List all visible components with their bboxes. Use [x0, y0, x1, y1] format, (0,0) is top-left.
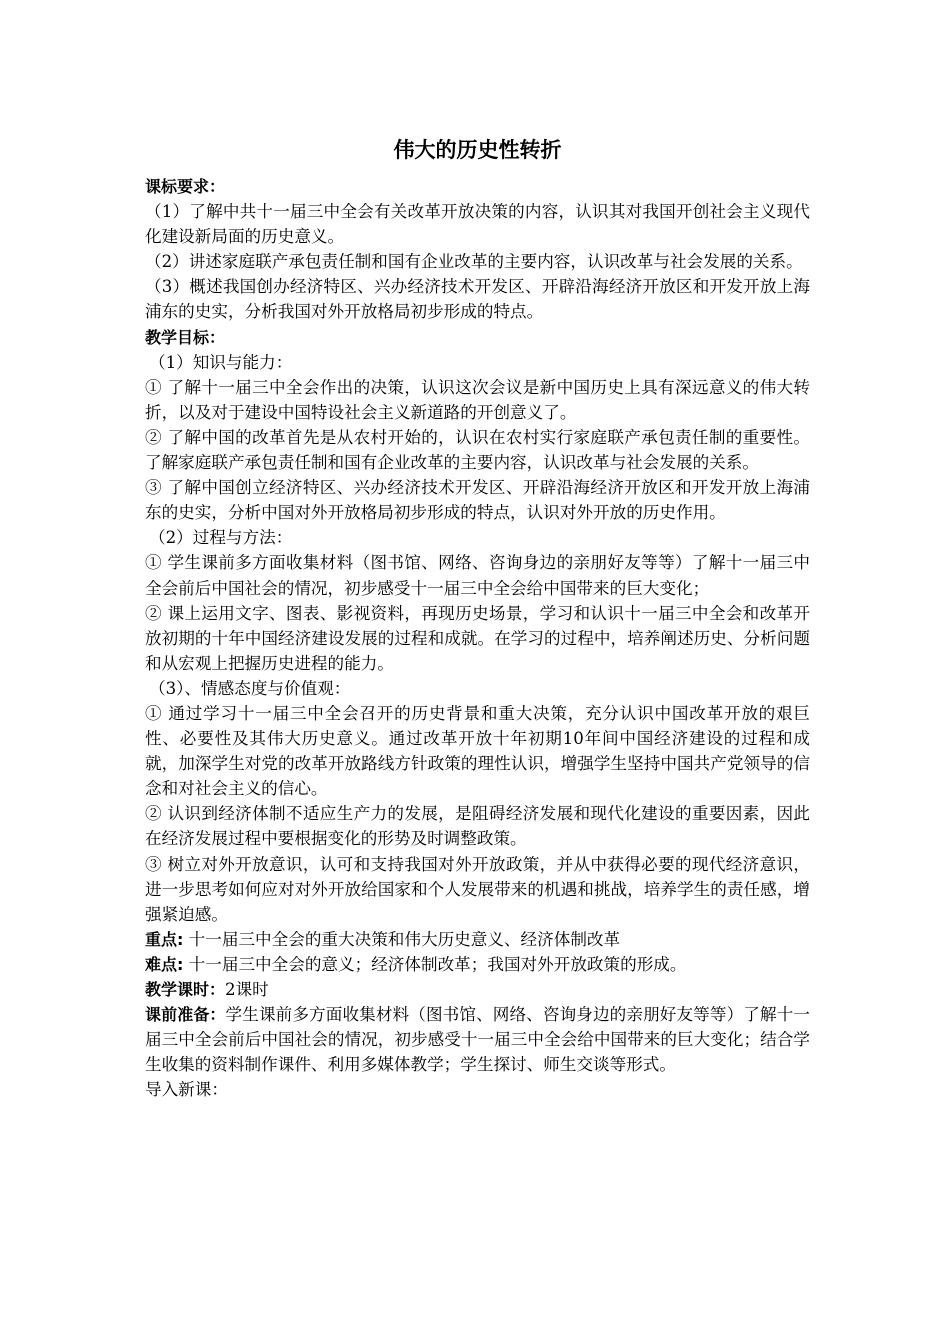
preparation-label: 课前准备：: [145, 1005, 226, 1025]
objective-item: ① 了解十一届三中全会作出的决策，认识这次会议是新中国历史上具有深远意义的伟大转折，以及对于建设中国特设社会主义新道路的开创意义了。: [145, 377, 810, 422]
objective-label-values: （3）、情感态度与价值观：: [149, 678, 351, 698]
key-points-label: 重点:: [145, 929, 184, 949]
objective-label-knowledge: （1）知识与能力：: [149, 352, 293, 372]
preparation-text: 学生课前多方面收集材料（图书馆、网络、咨询身边的亲朋好友等等）了解十一届三中全会前后中国社会的情况，初步感受十一届三中全会给中国带来的巨大变化；结合学生收集的资料制作课件、利用多媒体教学；学生探讨、师生交谈等形式。: [145, 1005, 810, 1075]
objective-item: ③ 树立对外开放意识，认可和支持我国对外开放政策，并从中获得必要的现代经济意识，进一步思考如何应对对外开放给国家和个人发展带来的机遇和挑战，培养学生的责任感，增强紧迫感。: [145, 854, 810, 924]
objective-item: ① 通过学习十一届三中全会召开的历史背景和重大决策，充分认识中国改革开放的艰巨性、必要性及其伟大历史意义。通过改革开放十年初期10年间中国经济建设的过程和成就，加深学生对党的改革开放路线方针政策的理性认识，增强学生坚持中国共产党领导的信念和对社会主义的信心。: [145, 703, 810, 799]
document-page: [145, 134, 810, 1102]
curriculum-item-3: （3）概述我国创办经济特区、兴办经济技术开发区、开辟沿海经济开放区和开发开放上海浦东的史实，分析我国对外开放格局初步形成的特点。: [145, 277, 810, 322]
difficult-points-text: 十一届三中全会的意义；经济体制改革；我国对外开放政策的形成。: [183, 954, 687, 974]
lesson-intro: 导入新课：: [145, 1080, 228, 1100]
objective-item: ② 课上运用文字、图表、影视资料，再现历史场景，学习和认识十一届三中全会和改革开放初期的十年中国经济建设发展的过程和成就。在学习的过程中，培养阐述历史、分析问题和从宏观上把握历史进程的能力。: [145, 603, 810, 673]
key-points: [145, 927, 810, 952]
class-hours-text: 2课时: [225, 980, 269, 999]
document-title: 伟大的历史性转折: [393, 138, 562, 162]
class-hours-label: 教学课时：: [145, 980, 226, 999]
key-points-text: 十一届三中全会的重大决策和伟大历史意义、经济体制改革: [183, 929, 621, 949]
section-heading-objectives: 教学目标：: [145, 327, 226, 347]
objective-item: ③ 了解中国创立经济特区、兴办经济技术开发区、开辟沿海经济开放区和开发开放上海浦东的史实，分析中国对外开放格局初步形成的特点，认识对外开放的历史作用。: [145, 478, 810, 523]
section-heading-curriculum: 课标要求：: [145, 177, 226, 196]
objective-item: ① 学生课前多方面收集材料（图书馆、网络、咨询身边的亲朋好友等等）了解十一届三中全会前后中国社会的情况，初步感受十一届三中全会给中国带来的巨大变化；: [145, 553, 810, 598]
objective-label-process: （2）过程与方法：: [149, 528, 293, 548]
objective-item: ② 认识到经济体制不适应生产力的发展，是阻碍经济发展和现代化建设的重要因素，因此在经济发展过程中要根据变化的形势及时调整政策。: [145, 804, 810, 849]
class-hours: [145, 977, 810, 1002]
difficult-points-label: 难点:: [145, 954, 184, 974]
objective-item: ② 了解中国的改革首先是从农村开始的，认识在农村实行家庭联产承包责任制的重要性。了解家庭联产承包责任制和国有企业改革的主要内容，认识改革与社会发展的关系。: [145, 427, 810, 473]
curriculum-item-1: （1）了解中共十一届三中全会有关改革开放决策的内容，认识其对我国开创社会主义现代化建设新局面的历史意义。: [145, 202, 810, 247]
preparation: [145, 1002, 810, 1077]
curriculum-item-2: （2）讲述家庭联产承包责任制和国有企业改革的主要内容，认识改革与社会发展的关系。: [145, 252, 803, 272]
difficult-points: [145, 952, 810, 977]
